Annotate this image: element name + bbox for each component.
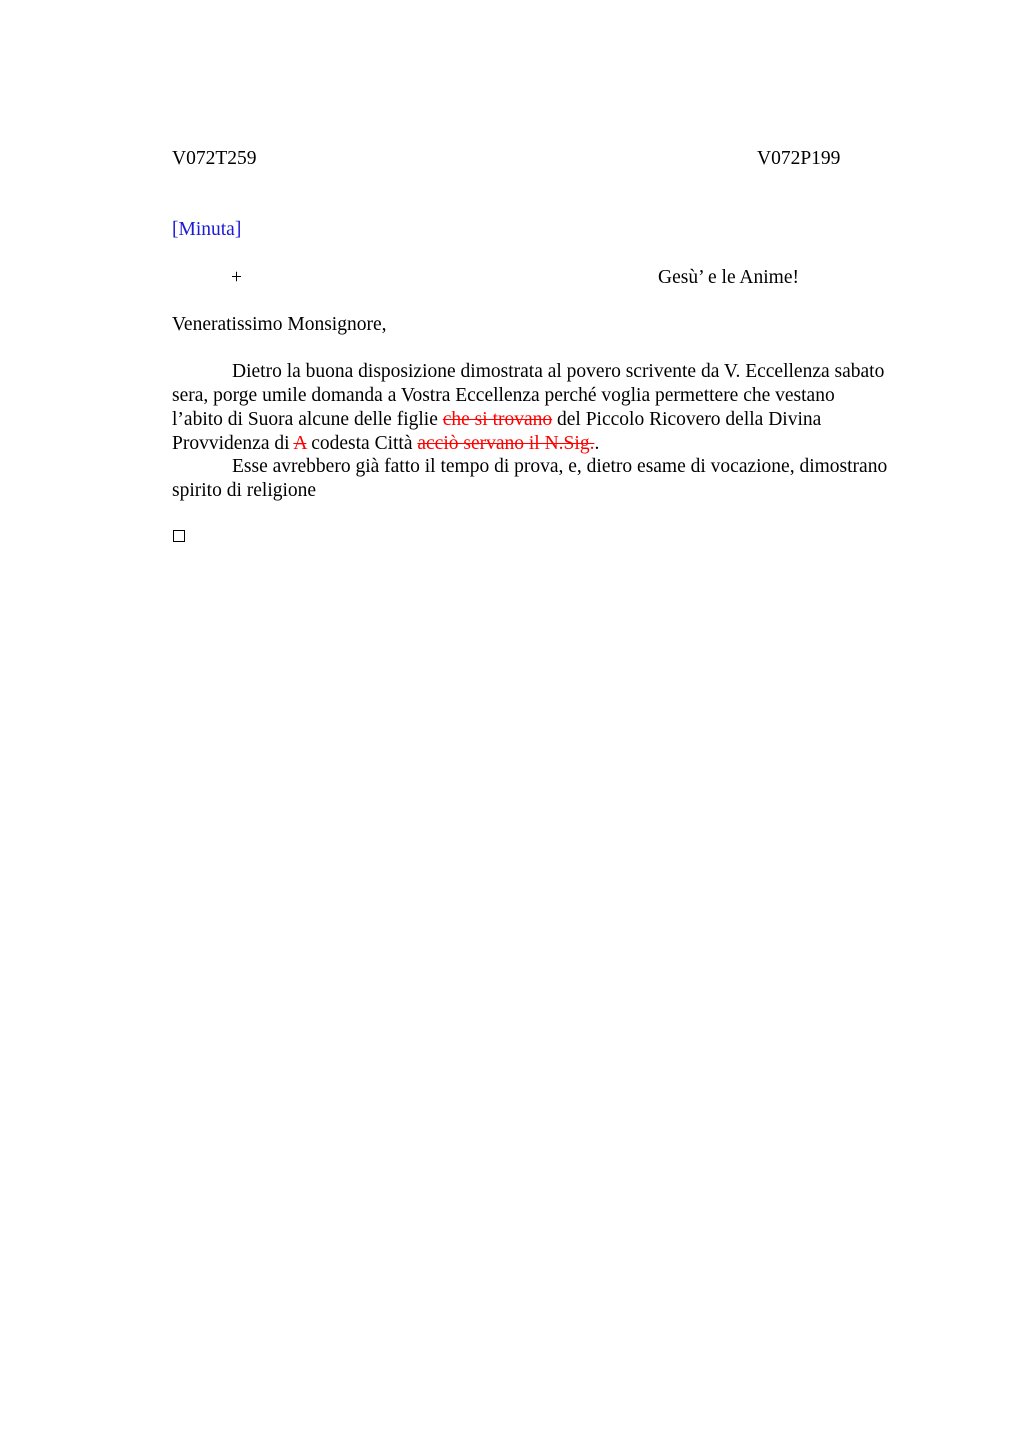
paragraph-2-line-2: spirito di religione [172,480,317,501]
invocation-motto: Gesù’ e le Anime! [658,267,799,288]
minuta-label: [Minuta] [172,219,242,240]
paragraph-1-line-2: sera, porge umile domanda a Vostra Eccellenza perché voglia permettere che vestano [172,385,835,406]
paragraph-1 [172,360,932,456]
paragraph-1-line-3 [172,408,932,432]
end-checkbox-icon [173,530,185,542]
document-code-left: V072T259 [172,148,257,169]
cross-symbol: + [231,267,242,288]
text-segment: del Piccolo Ricovero della Divina [552,409,822,430]
deleted-text: acciò servano il N.Sig. [417,433,595,454]
salutation: Veneratissimo Monsignore, [172,314,387,335]
deleted-text: A [293,433,307,454]
text-segment: Provvidenza di [172,433,294,454]
text-segment: codesta Città [306,433,418,454]
paragraph-2 [172,455,932,503]
paragraph-2-line-1: Esse avrebbero già fatto il tempo di prova, e, dietro esame di vocazione, dimostrano [232,456,888,477]
text-segment: . [594,433,600,454]
paragraph-1-line-1: Dietro la buona disposizione dimostrata al povero scrivente da V. Eccellenza sabato [232,361,885,382]
document-code-right: V072P199 [757,148,841,169]
deleted-text: che si trovano [442,409,553,430]
text-segment: l’abito di Suora alcune delle figlie [172,409,443,430]
paragraph-1-line-4 [172,432,932,456]
